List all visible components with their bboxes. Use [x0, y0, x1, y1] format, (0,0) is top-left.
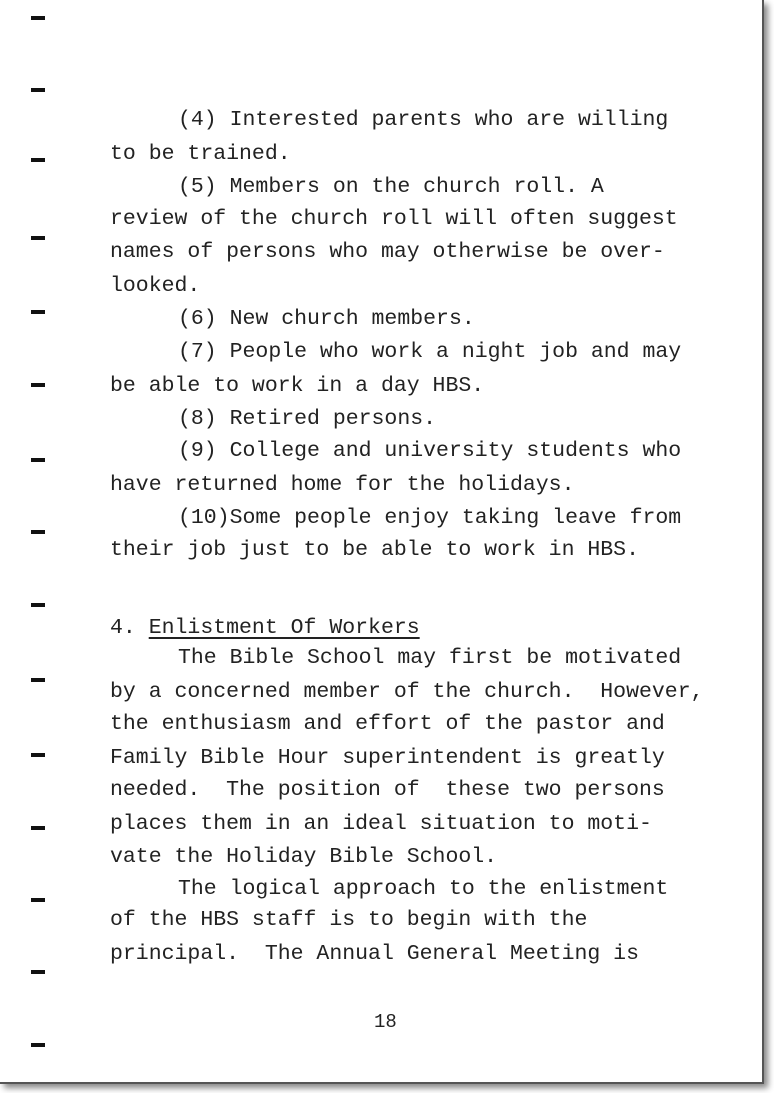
margin-tick-mark — [31, 970, 45, 974]
text-line: The Bible School may first be motivated — [178, 646, 682, 670]
text-line: vate the Holiday Bible School. — [110, 845, 498, 869]
text-line: (4) Interested parents who are willing — [178, 108, 669, 132]
text-line: The logical approach to the enlistment — [178, 877, 669, 901]
margin-tick-mark — [31, 603, 45, 607]
section-number: 4. — [110, 616, 136, 640]
margin-tick-mark — [31, 898, 45, 902]
text-line: principal. The Annual General Meeting is — [110, 942, 639, 966]
text-line: of the HBS staff is to begin with the — [110, 908, 588, 932]
text-line: names of persons who may otherwise be over- — [110, 240, 665, 264]
margin-tick-mark — [31, 16, 45, 20]
text-line: (10)Some people enjoy taking leave from — [178, 506, 682, 530]
margin-tick-mark — [31, 88, 45, 92]
margin-tick-mark — [31, 383, 45, 387]
margin-tick-mark — [31, 310, 45, 314]
section-title: Enlistment Of Workers — [148, 616, 420, 640]
margin-tick-mark — [31, 530, 45, 534]
margin-tick-mark — [31, 678, 45, 682]
margin-tick-mark — [31, 1043, 45, 1047]
text-line: places them in an ideal situation to moti- — [110, 812, 652, 836]
text-line: to be trained. — [110, 142, 291, 166]
text-line: needed. The position of these two persons — [110, 778, 665, 802]
text-line: (9) College and university students who — [178, 439, 682, 463]
margin-tick-mark — [31, 458, 45, 462]
text-line: by a concerned member of the church. However, — [110, 680, 704, 704]
margin-tick-mark — [31, 826, 45, 830]
text-line: looked. — [110, 274, 201, 298]
page-number: 18 — [374, 1011, 397, 1033]
text-line: have returned home for the holidays. — [110, 473, 575, 497]
text-line: (7) People who work a night job and may — [178, 340, 682, 364]
margin-tick-mark — [31, 158, 45, 162]
text-line: (8) Retired persons. — [178, 407, 437, 431]
margin-tick-mark — [31, 236, 45, 240]
text-line: be able to work in a day HBS. — [110, 374, 485, 398]
text-line: review of the church roll will often suggest — [110, 207, 678, 231]
text-line: their job just to be able to work in HBS. — [110, 538, 639, 562]
text-line: the enthusiasm and effort of the pastor and — [110, 712, 665, 736]
text-line: (5) Members on the church roll. A — [178, 175, 604, 199]
text-line: Family Bible Hour superintendent is greatly — [110, 746, 665, 770]
margin-tick-mark — [31, 753, 45, 757]
text-line: (6) New church members. — [178, 307, 475, 331]
section-heading — [110, 614, 420, 642]
